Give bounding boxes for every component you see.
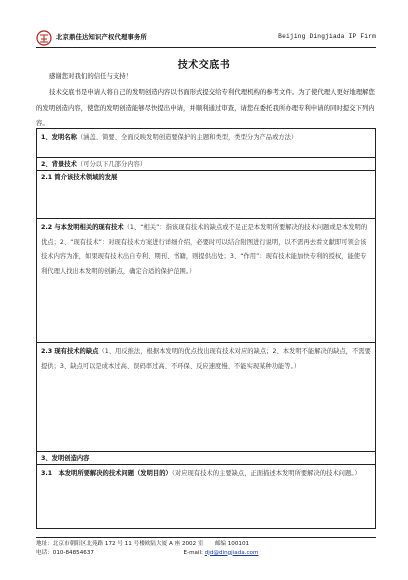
intro-paragraph: 技术交底书是申请人将自己的发明创造内容以书面形式提交给专利代理机构的参考文件。为了使代理人更好地理解您的发明创造内容，使您的发明创造能够尽快提出申请，并顺利通过审查，请您在委托我所办理专利申请的同时提交下列内容。 bbox=[36, 87, 375, 128]
section-3-title: 3、发明创造内容 bbox=[41, 455, 90, 462]
section-related-prior-art bbox=[37, 218, 375, 342]
section-2-1-title: 2.1 简介该技术领域的发展 bbox=[41, 174, 118, 181]
firm-name-english: Beijing Dingjiada IP Firm bbox=[278, 33, 376, 40]
firm-seal-logo bbox=[36, 30, 52, 46]
section-background bbox=[37, 157, 375, 170]
section-2-3-title: 2.3 现有技术的缺点 bbox=[41, 348, 99, 355]
section-2-2-note: （1、“相关”：指该现有技术的缺点或不足正是本发明所要解决的技术问题或是本发明的优点；2、“现有技术”：对现有技术方案进行详细介绍，必要时可以结合附图进行说明，以不需再去看文献即可领会该技术内容为准，如果现有技术出自专利、期刊、书籍，则提供出处；3、“作用”：现有技术能加快专利的授权，能使专利代理人找出本发明的创新点，确定合适的保护范围。） bbox=[41, 224, 368, 275]
section-1-title: 1、发明名称 bbox=[41, 134, 77, 141]
footer-email-link[interactable]: djd@dingjiada.com bbox=[204, 549, 259, 556]
section-2-2-title: 2.2 与本发明相关的现有技术 bbox=[41, 224, 124, 231]
section-invention-name bbox=[37, 129, 375, 157]
section-prior-art-defects bbox=[37, 342, 375, 451]
page-title: 技术交底书 bbox=[177, 60, 231, 71]
section-3-1-title: 3.1 本发明所要解决的技术问题（发明目的） bbox=[41, 470, 172, 477]
footer-rule bbox=[36, 537, 376, 538]
footer bbox=[36, 540, 258, 557]
footer-phone: 电话：010-84854637 bbox=[36, 549, 94, 556]
section-2-note: （可分以下几部分内容） bbox=[76, 161, 147, 168]
footer-email-label: E-mail: bbox=[183, 549, 203, 556]
letterhead bbox=[36, 30, 376, 46]
greeting: 感谢您对我们的信任与支持！ bbox=[49, 72, 133, 80]
disclosure-form bbox=[36, 128, 376, 529]
section-1-note: （涵盖、简要、全面反映发明创造要保护的主题和类型，类型分为产品或方法） bbox=[76, 134, 298, 141]
header-rule bbox=[36, 47, 376, 48]
section-2-3-note: （1、用反推法，根据本发明的优点找出现有技术对应的缺点；2、本发明不能解决的缺点，不需要提供；3、缺点可以是成本过高、误码率过高、不环保、反应速度慢、不能实现某种功能等。） bbox=[41, 348, 371, 370]
section-3-1-note: （对应现有技术的主要缺点，正面描述本发明所要解决的技术问题。） bbox=[171, 470, 361, 477]
footer-address: 地址：北京市朝阳区北苑路 172 号 11 号楼欧陆大厦 A 座 2002 室 邮编 100101 bbox=[36, 541, 250, 547]
section-invention-content bbox=[37, 451, 375, 464]
section-technical-problem bbox=[37, 464, 375, 528]
intro-text bbox=[36, 69, 378, 132]
section-2-title: 2、背景技术 bbox=[41, 161, 77, 168]
firm-name-chinese: 北京鼎佳达知识产权代理事务所 bbox=[56, 34, 147, 41]
section-field-development bbox=[37, 170, 375, 218]
